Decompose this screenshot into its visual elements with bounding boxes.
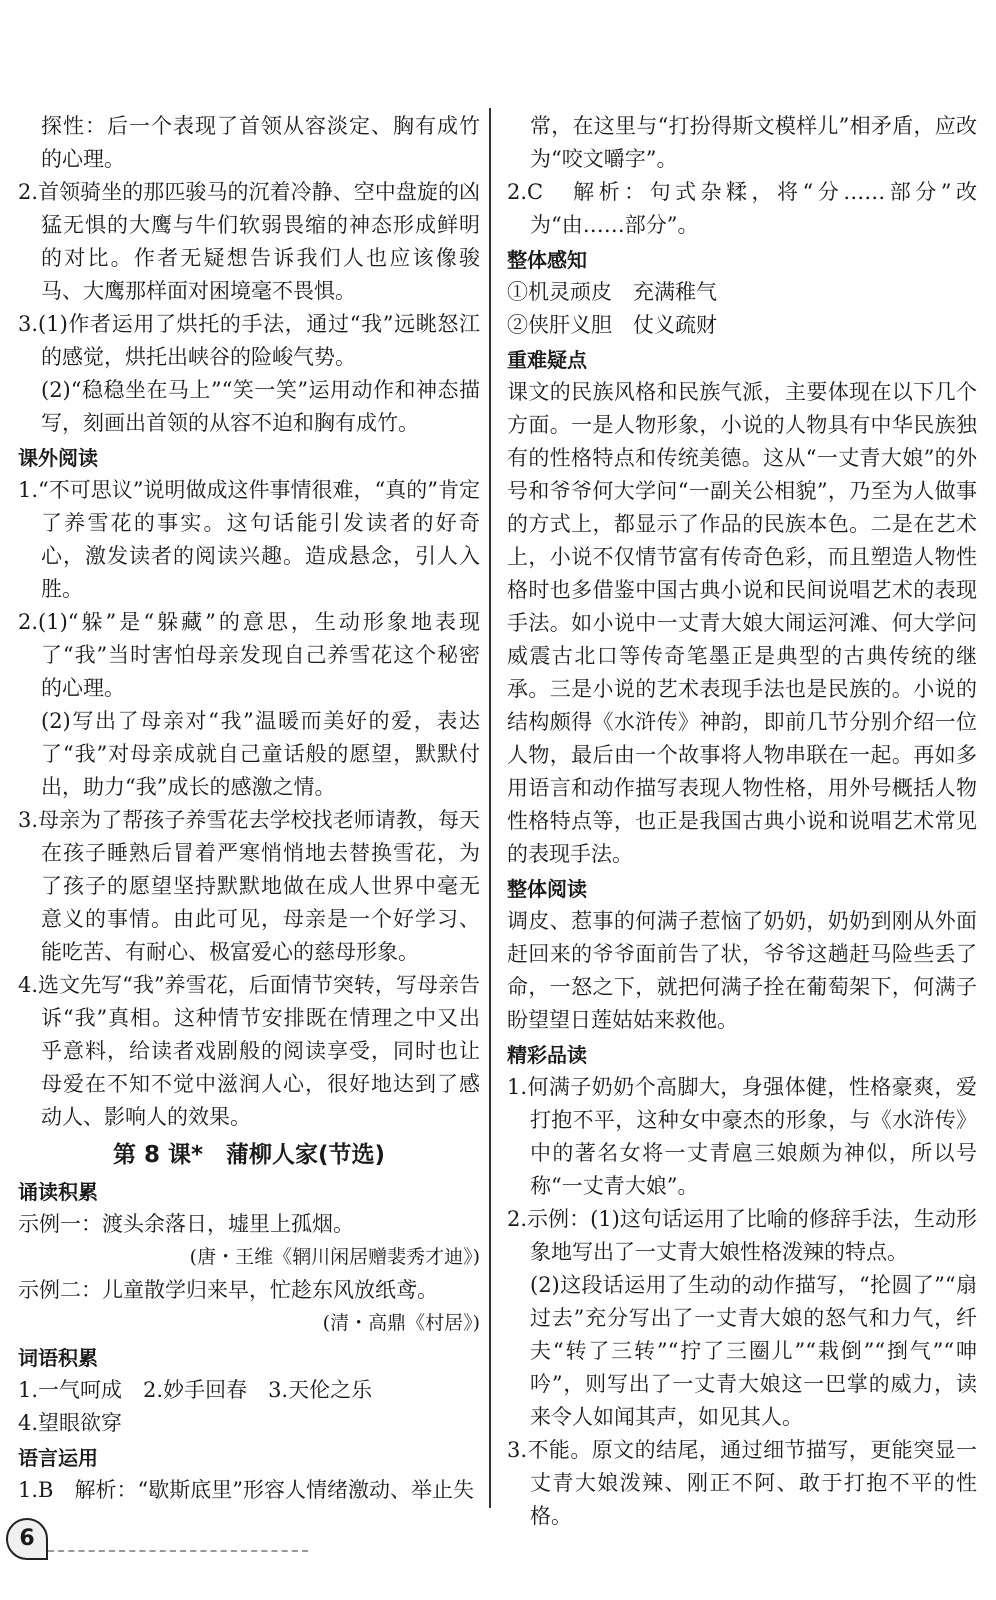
footer-dashed-line — [48, 1550, 308, 1552]
answer-paragraph: ①机灵顽皮 充满稚气 — [507, 280, 717, 304]
answer-paragraph: 4.选文先写“我”养雪花，后面情节突转，写母亲告诉“我”真相。这种情节安排既在情理之中又出乎意料，给读者戏剧般的阅读享受，同时也让母爱在不知不觉中滋润人心，很好地达到了感动人、影响人的效果。 — [18, 973, 480, 1129]
answer-paragraph: ②侠肝义胆 仗义疏财 — [507, 313, 717, 337]
page-number: 6 — [6, 1518, 48, 1560]
answer-paragraph: 2.C 解析：句式杂糅，将“分……部分”改为“由……部分”。 — [507, 180, 977, 237]
answer-paragraph: 常，在这里与“打扮得斯文模样儿”相矛盾，应改为“咬文嚼字”。 — [530, 114, 977, 171]
answer-paragraph: 探性：后一个表现了首领从容淡定、胸有成竹的心理。 — [41, 114, 480, 171]
section-heading: 重难疑点 — [507, 348, 587, 372]
column-divider — [489, 108, 491, 1508]
answer-paragraph: (2)“稳稳坐在马上”“笑一笑”运用动作和神态描写，刻画出首领的从容不迫和胸有成竹。 — [41, 378, 480, 435]
answer-paragraph: 2.首领骑坐的那匹骏马的沉着冷静、空中盘旋的凶猛无惧的大鹰与牛们软弱畏缩的神态形成鲜明的对比。作者无疑想告诉我们人也应该像骏马、大鹰那样面对困境毫不畏惧。 — [18, 180, 480, 303]
answer-paragraph: 2.(1)“躲”是“躲藏”的意思，生动形象地表现了“我”当时害怕母亲发现自己养雪花这个秘密的心理。 — [18, 610, 480, 700]
left-column — [18, 110, 480, 1507]
answer-paragraph: 3.不能。原文的结尾，通过细节描写，更能突显一丈青大娘泼辣、刚正不阿、敢于打抱不平的性格。 — [507, 1438, 977, 1528]
answer-paragraph: 4.望眼欲穿 — [18, 1411, 123, 1435]
section-heading: 整体阅读 — [507, 877, 587, 901]
section-heading: 诵读积累 — [18, 1180, 98, 1204]
answer-paragraph: 2.示例：(1)这句话运用了比喻的修辞手法，生动形象地写出了一丈青大娘性格泼辣的特点。 — [507, 1207, 977, 1264]
section-heading: 词语积累 — [18, 1346, 98, 1370]
lesson-title: 第 8 课* 蒲柳人家(节选) — [112, 1142, 386, 1168]
answer-paragraph: 3.(1)作者运用了烘托的手法，通过“我”远眺怒江的感觉，烘托出峡谷的险峻气势。 — [18, 312, 480, 369]
section-heading: 精彩品读 — [507, 1043, 587, 1067]
section-heading: 课外阅读 — [18, 446, 98, 470]
answer-paragraph: 1.“不可思议”说明做成这件事情很难，“真的”肯定了养雪花的事实。这句话能引发读者的好奇心，激发读者的阅读兴趣。造成悬念，引人入胜。 — [18, 478, 480, 601]
answer-paragraph: 示例二：儿童散学归来早，忙趁东风放纸鸢。 — [18, 1278, 438, 1302]
answer-paragraph: 课文的民族风格和民族气派，主要体现在以下几个方面。一是人物形象，小说的人物具有中华民族独有的性格特点和传统美德。这从“一丈青大娘”的外号和爷爷何大学问“一副关公相貌”，乃至为人做事的方式上，都显示了作品的民族本色。二是在艺术上，小说不仅情节富有传奇色彩，而且塑造人物性格时也多借鉴中国古典小说和民间说唱艺术的表现手法。如小说中一丈青大娘大闹运河滩、何大学问威震古北口等传奇笔墨正是典型的古典传统的继承。三是小说的艺术表现手法也是民族的。小说的结构颇得《水浒传》神韵，即前几节分别介绍一位人物，最后由一个故事将人物串联在一起。再如多用语言和动作描写表现人物性格，用外号概括人物性格特点等，也正是我国古典小说和说唱艺术常见的表现手法。 — [507, 380, 977, 866]
poem-source: (唐・王维《辋川闲居赠裴秀才迪》) — [189, 1246, 480, 1268]
answer-paragraph: 1.B 解析：“歇斯底里”形容人情绪激动、举止失 — [18, 1478, 474, 1502]
answer-paragraph: 调皮、惹事的何满子惹恼了奶奶，奶奶到刚从外面赶回来的爷爷面前告了状，爷爷这趟赶马险些丢了命，一怒之下，就把何满子拴在葡萄架下，何满子盼望望日莲姑姑来救他。 — [507, 909, 977, 1032]
answer-paragraph: 1.一气呵成 2.妙手回春 3.天伦之乐 — [18, 1378, 373, 1402]
section-heading: 整体感知 — [507, 248, 587, 272]
answer-paragraph: 3.母亲为了帮孩子养雪花去学校找老师请教，每天在孩子睡熟后冒着严寒悄悄地去替换雪花，为了孩子的愿望坚持默默地做在成人世界中毫无意义的事情。由此可见，母亲是一个好学习、能吃苦、有耐心、极富爱心的慈母形象。 — [18, 808, 480, 964]
right-column — [507, 110, 977, 1533]
section-heading: 语言运用 — [18, 1446, 98, 1470]
answer-paragraph: (2)这段话运用了生动的动作描写，“抡圆了”“扇过去”充分写出了一丈青大娘的怒气和力气，纤夫“转了三转”“拧了三圈儿”“栽倒”“捯气”“呻吟”，则写出了一丈青大娘这一巴掌的威力，读来令人如闻其声，如见其人。 — [530, 1273, 977, 1429]
answer-paragraph: 示例一：渡头余落日，墟里上孤烟。 — [18, 1212, 354, 1236]
answer-paragraph: (2)写出了母亲对“我”温暖而美好的爱，表达了“我”对母亲成就自己童话般的愿望，默默付出，助力“我”成长的感激之情。 — [41, 709, 480, 799]
poem-source: (清・高鼎《村居》) — [322, 1312, 480, 1334]
answer-paragraph: 1.何满子奶奶个高脚大，身强体健，性格豪爽，爱打抱不平，这种女中豪杰的形象，与《水浒传》中的著名女将一丈青扈三娘颇为神似，所以号称“一丈青大娘”。 — [507, 1075, 977, 1198]
